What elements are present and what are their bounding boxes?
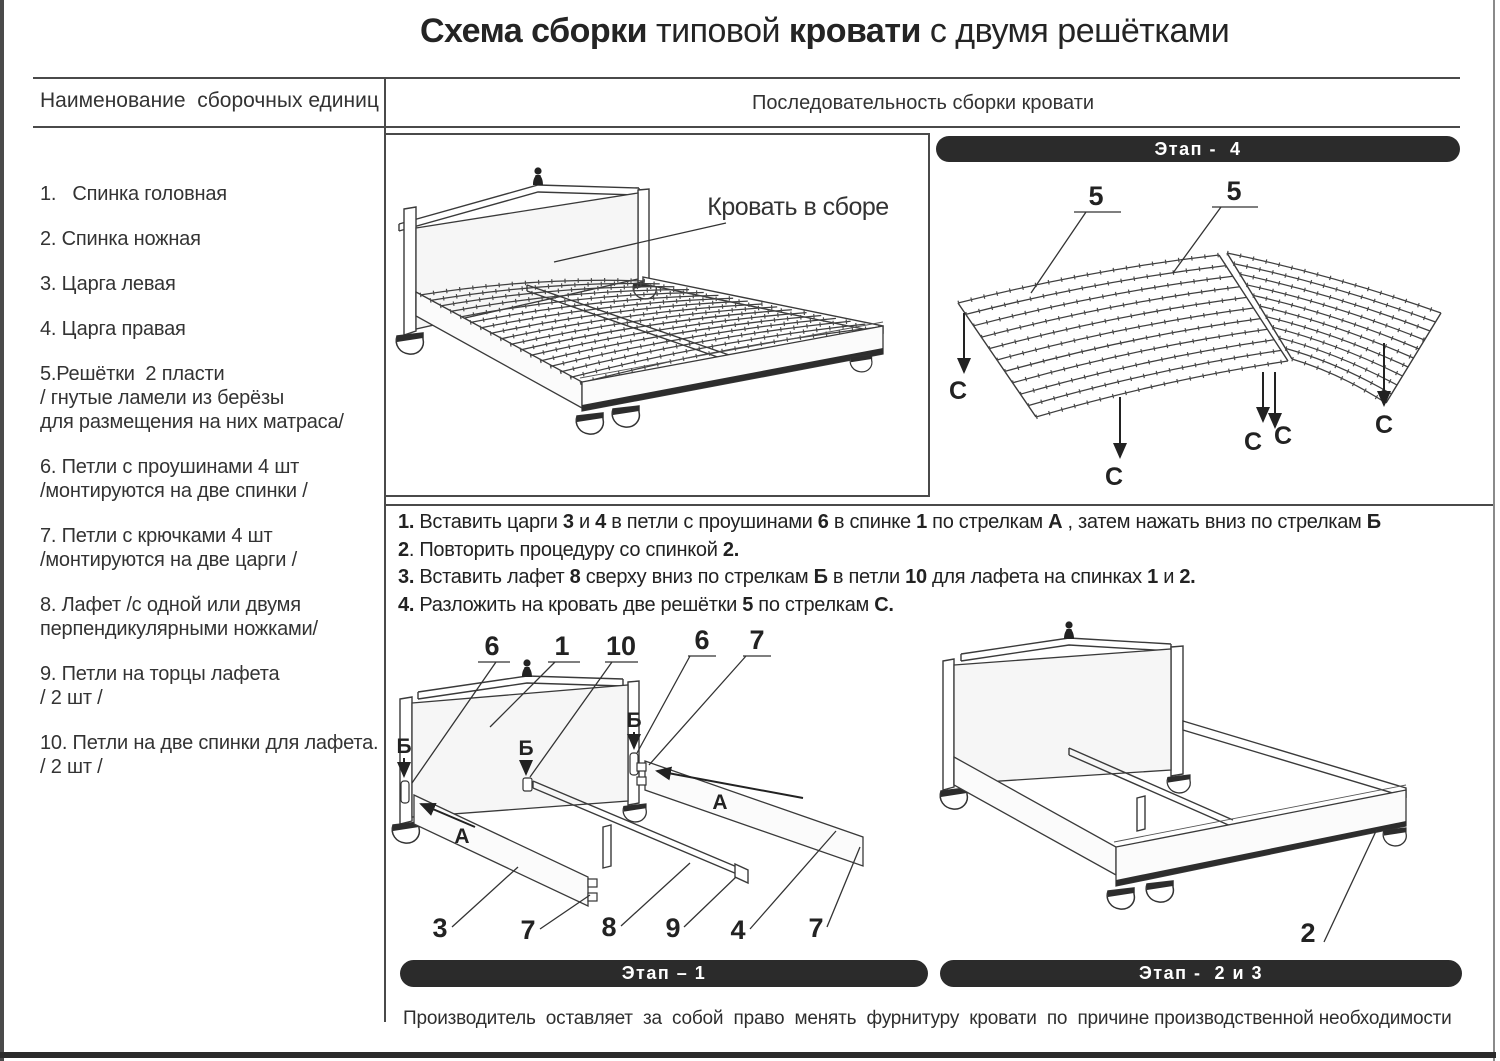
headboard-right-post bbox=[1171, 646, 1183, 776]
arrow-label-c: С bbox=[948, 377, 968, 405]
headboard-left-post bbox=[404, 207, 416, 335]
assembled-bed-diagram bbox=[386, 135, 932, 499]
arrow-label-b: Б bbox=[626, 709, 642, 732]
assembled-label: Кровать в сборе bbox=[707, 193, 889, 221]
headboard-left-post bbox=[943, 659, 954, 790]
arrow-label-c: С bbox=[1273, 422, 1293, 450]
callout-number: 6 bbox=[694, 625, 710, 655]
bed-foot bbox=[940, 788, 967, 809]
footboard bbox=[576, 322, 883, 434]
arrow-label-a: А bbox=[454, 825, 470, 848]
footboard bbox=[1107, 785, 1406, 909]
bed-foot bbox=[612, 406, 639, 427]
crown-ornament-icon bbox=[533, 167, 543, 185]
instruction-line: 1. Вставить царги 3 и 4 в петли с проушинами 6 в спинке 1 по стрелкам А , затем нажать вниз по стрелкам Б bbox=[398, 511, 1381, 533]
arrow-label-b: Б bbox=[396, 735, 412, 758]
callout-number: 4 bbox=[730, 915, 746, 945]
parts-list-item: 9. Петли на торцы лафета / 2 шт / bbox=[40, 663, 280, 709]
instruction-line: 2. Повторить процедуру со спинкой 2. bbox=[398, 538, 739, 561]
callout-number: 10 bbox=[605, 631, 637, 661]
callout-number: 2 bbox=[1300, 918, 1316, 948]
arrow-label-c: С bbox=[1243, 428, 1263, 456]
callout-number: 1 bbox=[554, 631, 570, 661]
arrow-label-c: С bbox=[1104, 463, 1124, 491]
parts-list-item: 5.Решётки 2 пласти / гнутые ламели из берёзы для размещения на них матраса/ bbox=[40, 363, 344, 433]
assembly-instructions bbox=[398, 509, 1490, 619]
parts-list-item: 1. Спинка головная bbox=[40, 183, 227, 205]
title-part-bold: Схема сборки bbox=[420, 12, 648, 50]
headboard-panel bbox=[954, 649, 1171, 784]
headboard-left-post bbox=[400, 697, 412, 824]
bed-foot bbox=[1107, 888, 1134, 909]
stage4-diagram bbox=[936, 165, 1496, 505]
laffet-leg bbox=[603, 825, 611, 868]
bed-foot bbox=[623, 804, 646, 822]
stage23-diagram bbox=[940, 618, 1462, 955]
laffet-end-hinge bbox=[735, 864, 748, 883]
sequence-column-header: Последовательность сборки кровати bbox=[751, 92, 1095, 114]
parts-list-item: 3. Царга левая bbox=[40, 273, 176, 295]
parts-list-item: 7. Петли с крючками 4 шт /монтируются на две царги / bbox=[40, 525, 297, 571]
title-part: типовой bbox=[647, 12, 789, 50]
callout-number: 8 bbox=[601, 912, 617, 942]
stage-1-badge: Этап – 1 bbox=[400, 960, 928, 987]
page-edge-left bbox=[0, 0, 4, 1061]
crown-ornament-icon bbox=[1064, 621, 1074, 639]
assembled-bed-panel bbox=[384, 133, 930, 497]
bed-foot bbox=[1383, 828, 1406, 846]
instruction-line: 4. Разложить на кровать две решётки 5 по стрелкам С. bbox=[398, 593, 894, 616]
parts-list bbox=[40, 182, 379, 800]
hook-hinge bbox=[588, 893, 597, 901]
headboard-right-post bbox=[638, 189, 649, 283]
header-rule-top bbox=[33, 77, 1460, 79]
hook-hinge bbox=[637, 763, 646, 771]
right-rail-4 bbox=[637, 761, 863, 866]
page-edge-right bbox=[1493, 0, 1495, 1061]
page-edge-bottom bbox=[0, 1052, 1496, 1058]
parts-list-item: 2. Спинка ножная bbox=[40, 228, 201, 250]
title-part: с двумя решётками bbox=[920, 12, 1230, 50]
laffet-leg bbox=[1137, 796, 1145, 831]
slat-mat-left bbox=[958, 255, 1288, 417]
far-side-rail bbox=[1183, 721, 1406, 797]
bed-foot bbox=[576, 413, 603, 434]
callout-5-right bbox=[1173, 176, 1258, 273]
callout-number: 3 bbox=[432, 913, 448, 943]
callout-number: 7 bbox=[749, 625, 765, 655]
stage-4-badge: Этап - 4 bbox=[936, 136, 1460, 162]
callout-5-left bbox=[1031, 181, 1121, 293]
parts-list-item: 6. Петли с проушинами 4 шт /монтируются на две спинки / bbox=[40, 456, 308, 502]
parts-list-item: 10. Петли на две спинки для лафета. / 2 шт / bbox=[40, 732, 379, 778]
parts-list-item: 8. Лафет /с одной или двумя перпендикулярными ножками/ bbox=[40, 594, 318, 640]
bed-foot bbox=[1146, 881, 1173, 902]
bed-foot bbox=[850, 355, 872, 372]
bed-foot bbox=[396, 333, 423, 354]
headboard-panel bbox=[416, 193, 638, 329]
arrow-c-group bbox=[949, 313, 1393, 491]
header-rule-bottom bbox=[33, 126, 1460, 128]
callout-number: 5 bbox=[1088, 181, 1104, 211]
callout-number: 6 bbox=[484, 631, 500, 661]
slat-mat-right bbox=[1227, 253, 1441, 403]
page-title bbox=[420, 12, 1230, 51]
title-part-bold: кровати bbox=[788, 12, 921, 50]
instruction-line: 3. Вставить лафет 8 сверху вниз по стрелкам Б в петли 10 для лафета на спинках 1 и 2. bbox=[398, 566, 1196, 588]
eyelet-hinge bbox=[401, 781, 409, 803]
callout-number: 5 bbox=[1226, 176, 1242, 206]
callout-2 bbox=[1300, 829, 1377, 948]
hook-hinge bbox=[637, 777, 646, 785]
arrow-label-b: Б bbox=[518, 737, 534, 760]
bed-foot bbox=[1167, 775, 1190, 793]
left-rail-3 bbox=[414, 795, 597, 906]
callout-number: 9 bbox=[665, 913, 681, 943]
stage1-diagram bbox=[390, 615, 930, 955]
laffet-hinge bbox=[523, 778, 532, 791]
hook-hinge bbox=[588, 879, 597, 887]
crown-ornament-icon bbox=[522, 659, 532, 677]
arrow-label-a: А bbox=[712, 791, 728, 814]
parts-column-header: Наименование сборочных единиц bbox=[40, 89, 379, 112]
callout-number: 7 bbox=[520, 915, 536, 945]
callout-number: 7 bbox=[808, 913, 824, 943]
parts-list-item: 4. Царга правая bbox=[40, 318, 186, 340]
manufacturer-note: Производитель оставляет за собой право менять фурнитуру кровати по причине производственной необходимости bbox=[403, 1008, 1452, 1029]
stage-2-3-badge: Этап - 2 и 3 bbox=[940, 960, 1462, 987]
arrow-label-c: С bbox=[1374, 411, 1394, 439]
